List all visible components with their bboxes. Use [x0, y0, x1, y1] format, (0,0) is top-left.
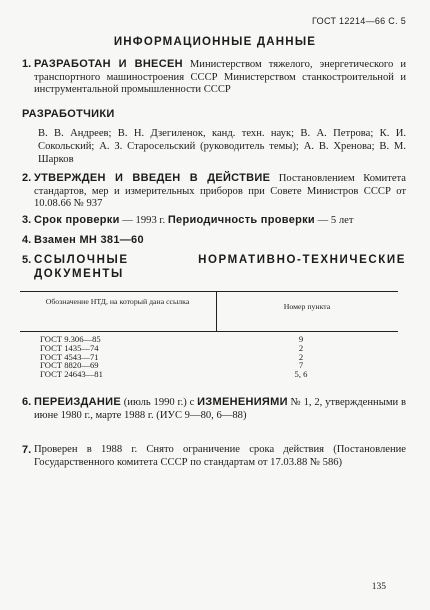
section-7-text: Проверен в 1988 г. Снято ограничение срока действия (Постановление Государственного комитета СССР по стандартам от 17.03.88 № 586) — [34, 444, 406, 468]
table-cell-document: ГОСТ 8820—69 — [40, 360, 99, 371]
references-table — [20, 291, 398, 389]
section-6-tail: № 1, 2, утвержденными в июне 1980 г., марте 1988 г. (ИУС 9—80, 6—88) — [34, 397, 406, 421]
developers-text: В. В. Андреев; В. Н. Дзегиленок, канд. техн. наук; В. А. Петрова; К. И. Сокольский; А. З. Старосельский (руководитель темы); А. В. Хренова; В. М. Шарков — [38, 128, 406, 165]
section-2-number: 2. — [22, 172, 32, 184]
section-2 — [22, 172, 406, 211]
table-column-divider — [216, 291, 217, 331]
section-3-text: — 1993 г. — [119, 215, 168, 226]
section-6 — [22, 396, 406, 422]
section-6-text: (июль 1990 г.) с — [120, 397, 198, 408]
section-4-heading: Взамен МН 381—60 — [34, 234, 144, 246]
table-header-item-number: Номер пункта — [283, 302, 331, 311]
section-7 — [22, 444, 406, 469]
section-1-heading: РАЗРАБОТАН И ВНЕСЕН — [34, 58, 183, 70]
section-6-heading-2: ИЗМЕНЕНИЯМИ — [197, 396, 288, 408]
table-cell-document: ГОСТ 1435—74 — [40, 342, 99, 353]
table-cell-item: 2 — [298, 342, 304, 353]
table-column-items — [286, 335, 316, 379]
section-3-heading: Срок проверки — [34, 214, 120, 226]
section-6-number: 6. — [22, 396, 32, 408]
page-header-code: ГОСТ 12214—66 С. 5 — [311, 16, 406, 26]
table-top-rule — [20, 291, 398, 292]
section-5-number: 5. — [22, 254, 32, 266]
table-cell-item: 9 — [298, 334, 304, 344]
page-number: 135 — [371, 582, 386, 592]
table-cell-item: 2 — [298, 351, 304, 362]
table-header-document: Обозначение НТД, на который дана ссылка — [45, 297, 190, 306]
section-1 — [22, 58, 406, 97]
table-cell-document: ГОСТ 9.306—85 — [40, 334, 101, 344]
table-column-documents — [40, 335, 103, 379]
section-5-heading: ССЫЛОЧНЫЕ НОРМАТИВНО-ТЕХНИЧЕСКИЕ ДОКУМЕНТЫ — [34, 254, 406, 280]
section-2-text: Постановлением Комитета стандартов, мер и измерительных приборов при Совете Министров СССР от 10.08.66 № 937 — [34, 173, 406, 210]
section-1-number: 1. — [22, 58, 32, 70]
section-2-heading: УТВЕРЖДЕН И ВВЕДЕН В ДЕЙСТВИЕ — [34, 172, 271, 184]
section-4-number: 4. — [22, 234, 32, 246]
table-cell-document: ГОСТ 4543—71 — [40, 351, 99, 362]
section-4 — [22, 234, 406, 248]
page-title: ИНФОРМАЦИОННЫЕ ДАННЫЕ — [113, 36, 317, 48]
section-3-number: 3. — [22, 214, 32, 226]
section-3-tail: — 5 лет — [315, 215, 354, 226]
table-cell-item: 7 — [298, 360, 304, 371]
section-7-number: 7. — [22, 444, 32, 456]
section-3 — [22, 214, 406, 228]
developers-heading: РАЗРАБОТЧИКИ — [22, 108, 115, 120]
section-3-heading-2: Периодичность проверки — [167, 214, 315, 226]
section-1-text: Министерством тяжелого, энергетического и транспортного машиностроения СССР Министерством станкостроительной и инструментальной промышленности СССР — [34, 59, 406, 96]
table-cell-item: 5, 6 — [294, 369, 308, 380]
section-6-heading: ПЕРЕИЗДАНИЕ — [34, 396, 121, 408]
table-cell-document: ГОСТ 24643—81 — [40, 369, 103, 380]
section-5 — [22, 254, 406, 281]
table-header-rule — [20, 331, 398, 332]
